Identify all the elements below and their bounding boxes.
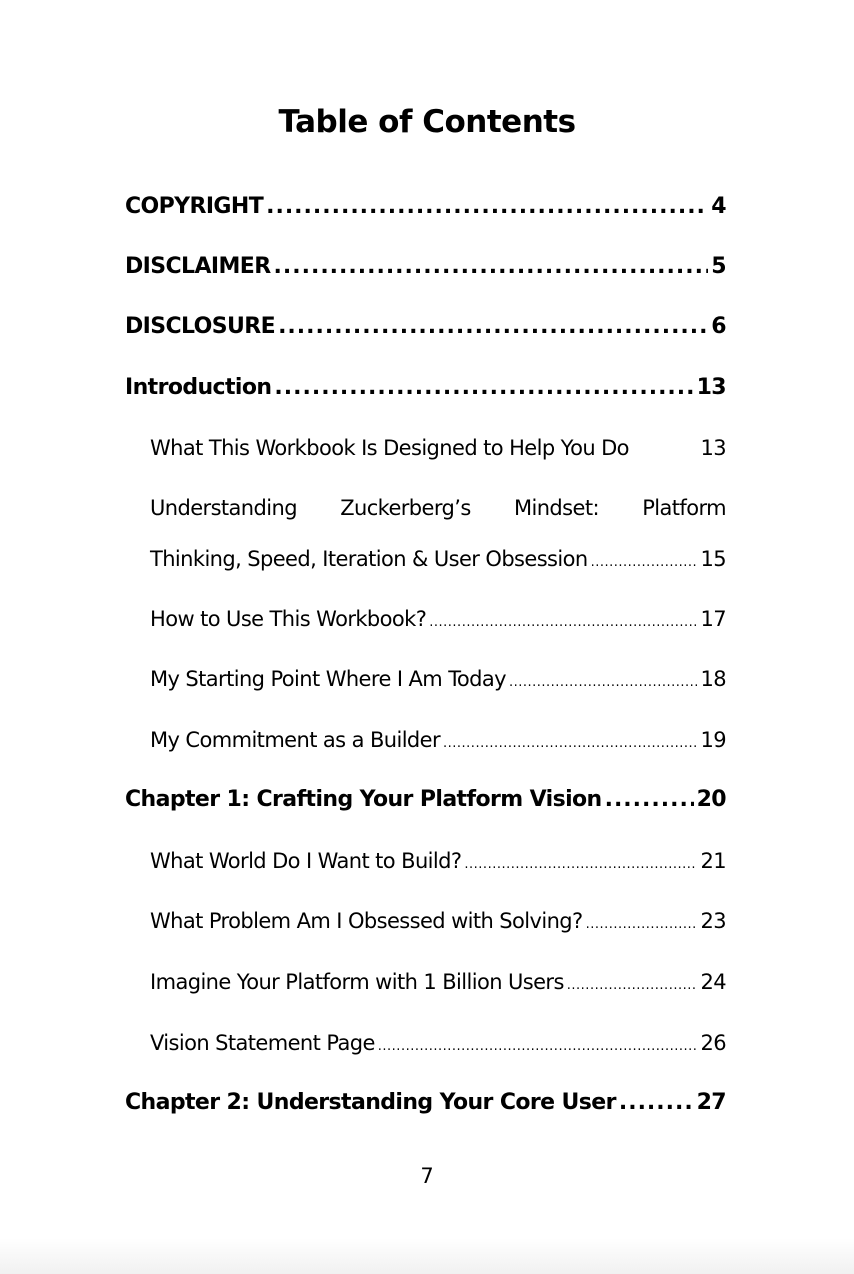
toc-entry-page: 6 [711,314,726,339]
toc-entry-page: 4 [711,194,726,219]
dot-leader [378,1031,698,1063]
dot-leader [567,970,698,1002]
toc-entry-page: 5 [711,254,726,279]
toc-entry-mindset-line1[interactable] [150,492,726,524]
toc-entry-label: DISCLOSURE [125,314,276,339]
toc-entry-label: My Starting Point Where I Am Today [150,667,506,691]
toc-entry-label: Introduction [125,375,272,400]
page-title: Table of Contents [278,104,576,140]
toc-entry-what-problem[interactable] [150,905,726,937]
toc-entry-label: Imagine Your Platform with 1 Billion Users [150,970,564,994]
toc-entry-disclaimer[interactable] [125,251,726,283]
dot-leader [619,1087,694,1119]
toc-entry-chapter-2[interactable] [125,1087,726,1119]
toc-entry-page: 15 [700,547,726,571]
toc-entry-page: 13 [696,375,726,400]
toc-entry-label: Chapter 1: Crafting Your Platform Vision [125,787,602,812]
dot-leader [266,191,708,223]
toc-entry-page: 24 [700,970,726,994]
toc-entry-billion-users[interactable] [150,966,726,998]
toc-entry-page: 26 [700,1031,726,1055]
toc-entry-vision-statement[interactable] [150,1027,726,1059]
toc-entry-page: 18 [700,667,726,691]
dot-leader [464,849,697,881]
dot-leader [429,607,697,639]
toc-entry-what-world[interactable] [150,845,726,877]
dot-leader [591,547,698,579]
word: Mindset: [513,496,599,520]
toc-entry-label: What Problem Am I Obsessed with Solving? [150,909,583,933]
toc-entry-page: 17 [700,607,726,631]
word: Understanding [150,496,297,520]
toc-entry-label: What World Do I Want to Build? [150,849,462,873]
toc-entry-label: Vision Statement Page [150,1031,375,1055]
toc-entry-page: 13 [700,436,726,460]
toc-entry-workbook-designed[interactable] [150,432,726,464]
toc-entry-chapter-1[interactable] [125,784,726,816]
toc-entry-introduction[interactable] [125,372,726,404]
word: Zuckerberg’s [340,496,471,520]
dot-leader [274,251,709,283]
dot-leader [443,728,697,760]
dot-leader [586,909,698,941]
toc-entry-page: 27 [696,1090,726,1115]
toc-entry-mindset[interactable] [150,543,726,575]
toc-entry-copyright[interactable] [125,191,726,223]
toc-entry-label: Thinking, Speed, Iteration & User Obsession [150,547,588,571]
toc-entry-label: Chapter 2: Understanding Your Core User [125,1090,616,1115]
toc-entry-how-to-use[interactable] [150,603,726,635]
toc-entry-page: 19 [700,728,726,752]
toc-entry-page: 21 [700,849,726,873]
toc-entry-label: DISCLAIMER [125,254,271,279]
page-number: 7 [420,1164,434,1188]
toc-entry-commitment[interactable] [150,724,726,756]
page-bottom-shadow [0,1238,854,1274]
toc-entry-page: 23 [700,909,726,933]
dot-leader [274,372,693,404]
dot-leader [509,667,698,699]
dot-leader [605,784,694,816]
toc-entry-disclosure[interactable] [125,311,726,343]
toc-entry-page: 20 [696,787,726,812]
toc-entry-label: How to Use This Workbook? [150,607,427,631]
toc-entry-label: My Commitment as a Builder [150,728,441,752]
dot-leader [278,311,708,343]
toc-entry-starting-point[interactable] [150,663,726,695]
toc-entry-label: COPYRIGHT [125,194,264,219]
word: Platform [642,496,726,520]
toc-entry-label: What This Workbook Is Designed to Help You Do [150,436,629,460]
